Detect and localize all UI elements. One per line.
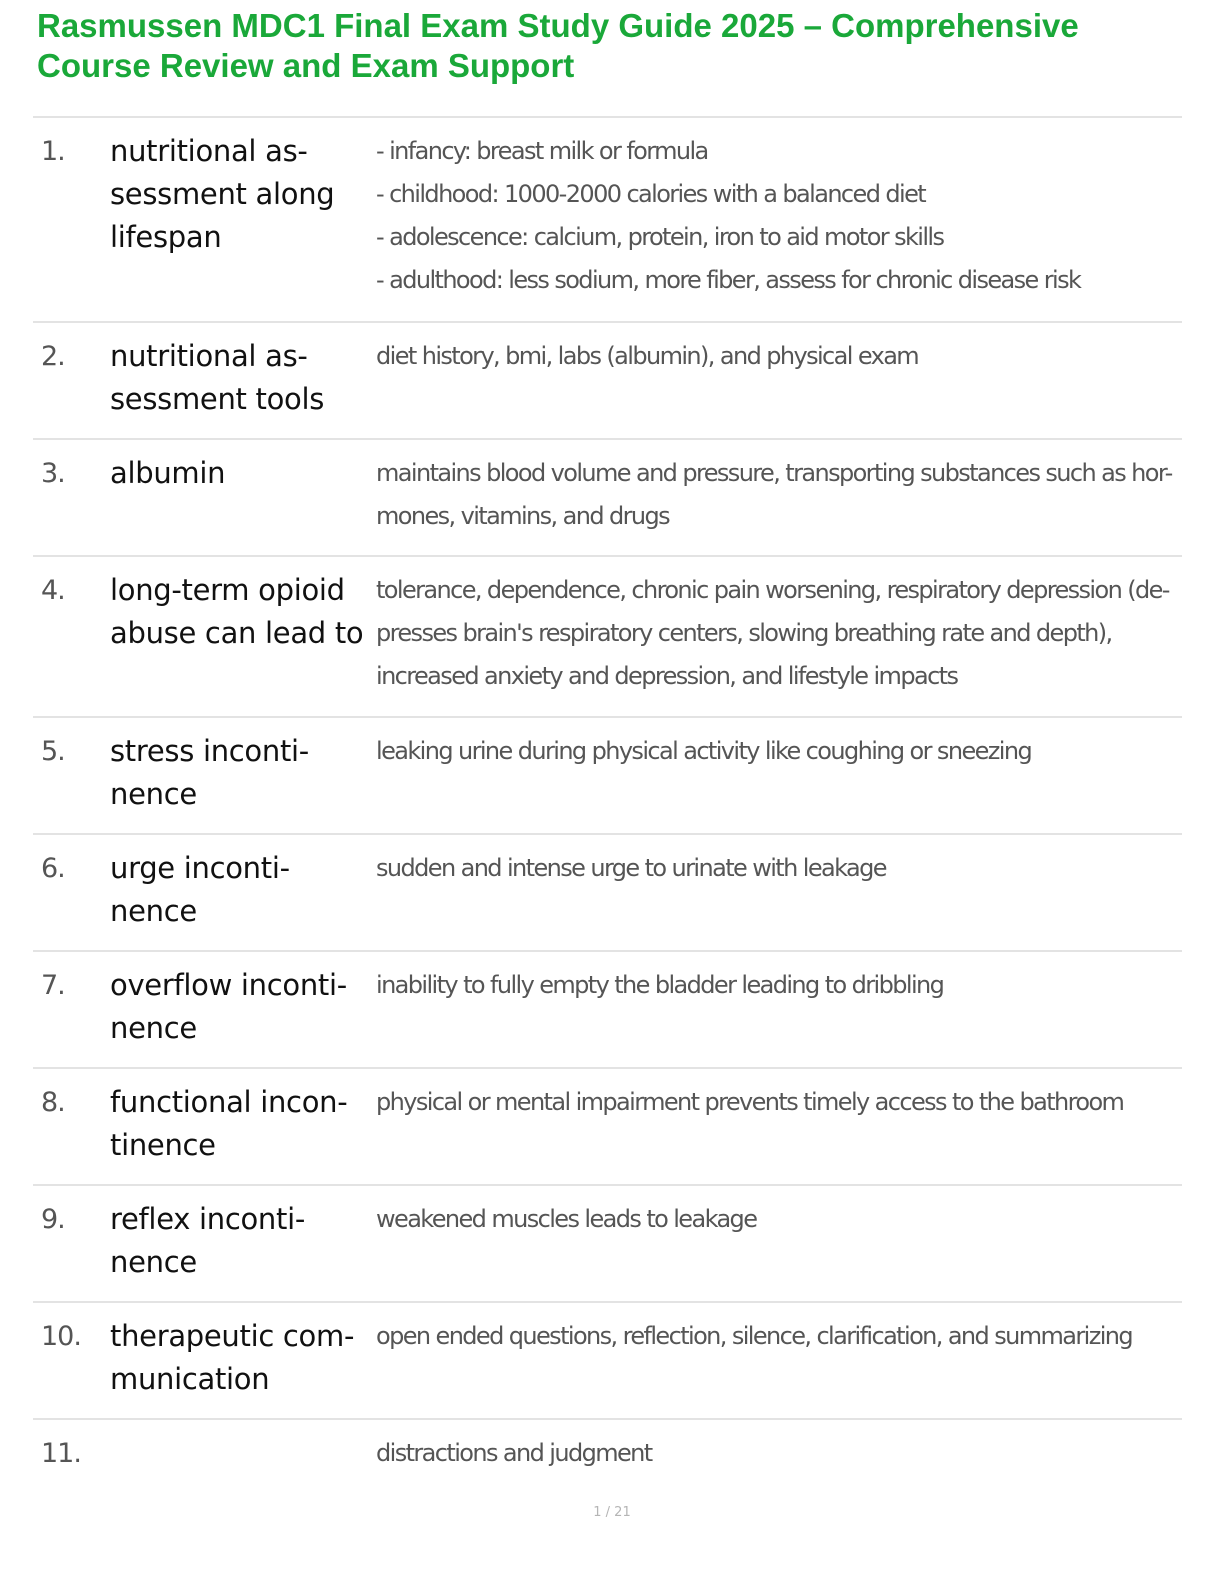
definition-line: distractions and judgment (376, 1439, 652, 1467)
card-definition (376, 964, 1182, 1007)
flashcard-row (33, 1186, 1182, 1303)
definition-line: inability to fully empty the bladder leading to dribbling (376, 971, 944, 999)
card-definition (376, 1432, 1182, 1475)
definition-line: - adulthood: less sodium, more fiber, assess for chronic disease risk (376, 266, 1081, 294)
definition-line: sudden and intense urge to urinate with leakage (376, 854, 886, 882)
card-number: 1. (41, 136, 65, 167)
flashcard-row (33, 1420, 1182, 1500)
card-number: 11. (41, 1438, 81, 1469)
flashcard-row (33, 118, 1182, 323)
flashcard-row (33, 440, 1182, 557)
card-definition (376, 130, 1182, 302)
definition-line: leaking urine during physical activity like coughing or sneezing (376, 737, 1032, 765)
card-definition (376, 1198, 1182, 1241)
card-term: long-term opioid abuse can lead to (110, 573, 364, 650)
card-definition (376, 452, 1182, 538)
card-number: 4. (41, 575, 65, 606)
card-definition (376, 1315, 1182, 1358)
flashcard-row (33, 835, 1182, 952)
document-title: Rasmussen MDC1 Final Exam Study Guide 2025 – Comprehensive Course Review and Exam Support (37, 7, 1079, 84)
card-definition (376, 335, 1182, 378)
card-number: 9. (41, 1204, 65, 1235)
card-term: therapeutic com- munication (110, 1319, 355, 1396)
card-number: 8. (41, 1087, 65, 1118)
flashcard-row (33, 1303, 1182, 1420)
definition-line: - infancy: breast milk or formula (376, 137, 708, 165)
definition-line: - adolescence: calcium, protein, iron to aid motor skills (376, 223, 944, 251)
flashcard-row (33, 952, 1182, 1069)
definition-line: diet history, bmi, labs (albumin), and physical exam (376, 342, 919, 370)
card-term: albumin (110, 456, 226, 490)
card-term: stress inconti- nence (110, 734, 309, 811)
card-term: nutritional as- sessment along lifespan (110, 134, 335, 254)
flashcard-row (33, 718, 1182, 835)
card-term: functional incon- tinence (110, 1085, 348, 1162)
card-number: 2. (41, 341, 65, 372)
definition-line: maintains blood volume and pressure, transporting substances such as hor- mones, vitamins, and drugs (376, 459, 1172, 530)
card-definition (376, 847, 1182, 890)
card-term: reflex inconti- nence (110, 1202, 306, 1279)
card-definition (376, 1081, 1182, 1124)
card-term: nutritional as- sessment tools (110, 339, 325, 416)
card-number: 7. (41, 970, 65, 1001)
card-term: overflow inconti- nence (110, 968, 347, 1045)
flashcard-row (33, 557, 1182, 718)
card-number: 10. (41, 1321, 81, 1352)
definition-line: open ended questions, reflection, silence, clarification, and summarizing (376, 1322, 1133, 1350)
card-number: 6. (41, 853, 65, 884)
definition-line: tolerance, dependence, chronic pain worsening, respiratory depression (de- presses brain's respiratory centers, slowing breathing rate and depth), increased anxiety and depression, and lifestyle impacts (376, 576, 1169, 690)
card-number: 3. (41, 458, 65, 489)
card-definition (376, 569, 1182, 698)
card-number: 5. (41, 736, 65, 767)
definition-line: weakened muscles leads to leakage (376, 1205, 757, 1233)
card-definition (376, 730, 1182, 773)
flashcard-list (33, 116, 1182, 1500)
definition-line: - childhood: 1000-2000 calories with a balanced diet (376, 180, 926, 208)
card-term: urge inconti- nence (110, 851, 290, 928)
flashcard-row (33, 323, 1182, 440)
page-indicator: 1 / 21 (593, 1505, 631, 1520)
definition-line: physical or mental impairment prevents timely access to the bathroom (376, 1088, 1124, 1116)
flashcard-row (33, 1069, 1182, 1186)
